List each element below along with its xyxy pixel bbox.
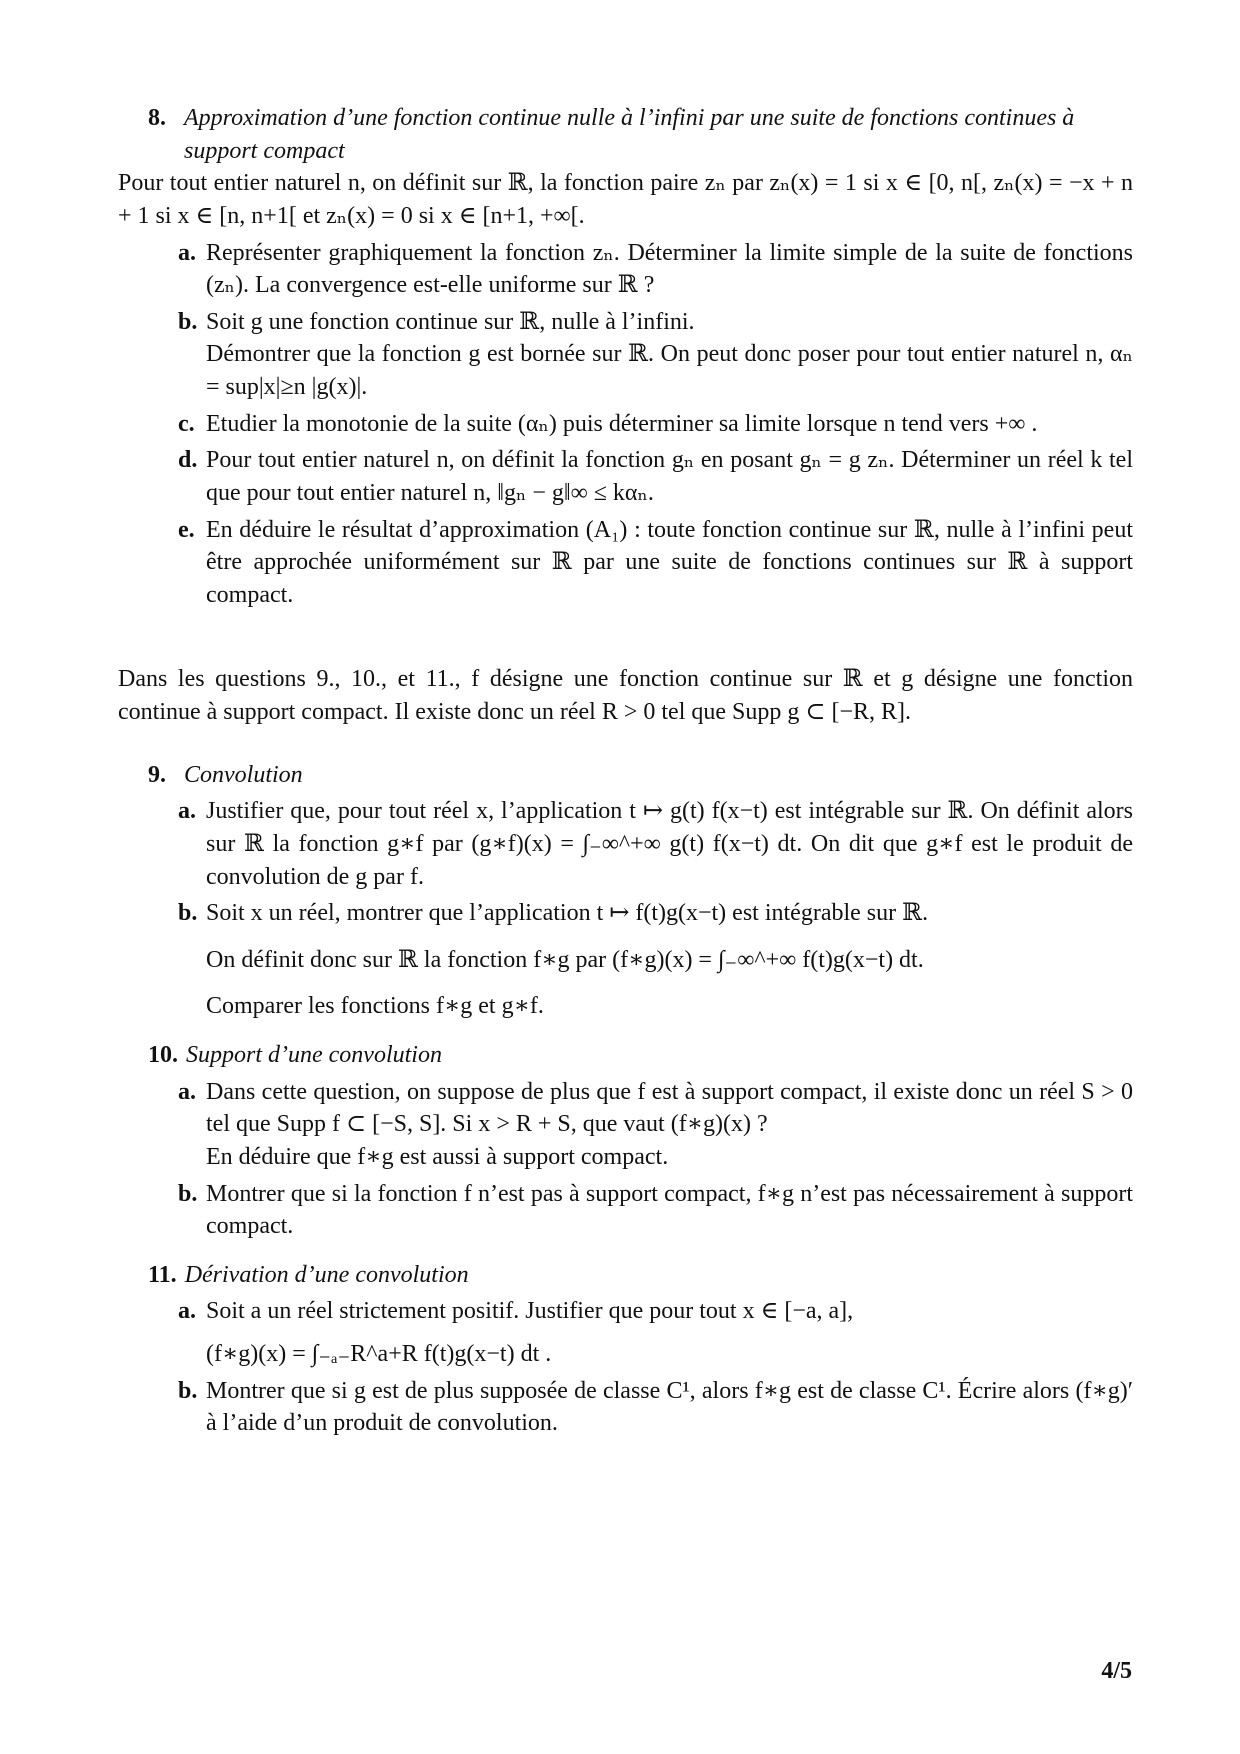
item-text: Montrer que si la fonction f n’est pas à support compact, f∗g n’est pas nécessairement à support compact. [206, 1180, 1133, 1240]
question-8c [178, 408, 1133, 441]
question-11-number: 11. [148, 1261, 177, 1288]
item-label: e. [178, 516, 195, 543]
item-text: Justifier que, pour tout réel x, l’application t ↦ g(t) f(x−t) est intégrable sur ℝ. On définit alors sur ℝ la fonction g∗f par (g∗f)(x) = ∫₋∞^+∞ g(t) f(x−t) dt. On dit que g∗f est le produit de convolution de g par f. [206, 798, 1133, 890]
item-text: Soit a un réel strictement positif. Justifier que pour tout x ∈ [−a, a], [206, 1298, 854, 1325]
question-10-number: 10. [148, 1042, 178, 1068]
item-text: Soit g une fonction continue sur ℝ, nulle à l’infini. [206, 308, 695, 335]
question-10b [178, 1178, 1133, 1243]
item-label: b. [178, 308, 198, 335]
item-text: En déduire le résultat d’approximation (A₁) : toute fonction continue sur ℝ, nulle à l’infini peut être approchée uniformément sur ℝ par une suite de fonctions continues sur ℝ à support compact. [206, 516, 1133, 608]
transition-paragraph: Dans les questions 9., 10., et 11., f désigne une fonction continue sur ℝ et g désigne une fonction continue à support compact. Il existe donc un réel R > 0 tel que Supp g ⊂ [−R, R]. [118, 666, 1133, 725]
item-text-group [206, 306, 1133, 404]
item-label: c. [178, 410, 195, 437]
item-text-group [206, 1295, 1133, 1370]
item-text: Montrer que si g est de plus supposée de classe C¹, alors f∗g est de classe C¹. Écrire alors (f∗g)′ à l’aide d’un produit de convolution. [206, 1377, 1133, 1437]
item-label: b. [178, 1180, 198, 1207]
question-8-number: 8. [148, 105, 166, 131]
item-text: Pour tout entier naturel n, on définit la fonction gₙ en posant gₙ = g zₙ. Déterminer un réel k tel que pour tout entier naturel n, ‖gₙ − g‖∞ ≤ kαₙ. [206, 447, 1133, 506]
item-text: Soit x un réel, montrer que l’application t ↦ f(t)g(x−t) est intégrable sur ℝ. [206, 900, 929, 927]
question-10 [118, 1039, 1133, 1243]
item-text: Etudier la monotonie de la suite (αₙ) puis déterminer sa limite lorsque n tend vers +∞ . [206, 410, 1038, 437]
item-label: a. [178, 798, 196, 825]
question-8 [118, 102, 1133, 611]
question-8-header [148, 102, 1133, 167]
question-11a [178, 1295, 1133, 1370]
question-8d [178, 444, 1133, 509]
question-11-title: Dérivation d’une convolution [184, 1261, 469, 1288]
question-10-header [148, 1039, 1133, 1072]
item-text-continued: Démontrer que la fonction g est bornée sur ℝ. On peut donc poser pour tout entier naturel n, αₙ = sup|x|≥n |g(x)|. [206, 341, 1133, 400]
item-text-group [206, 897, 1133, 1023]
question-9-header [148, 759, 1133, 792]
item-label: a. [178, 239, 196, 266]
item-text: Dans cette question, on suppose de plus que f est à support compact, il existe donc un réel S > 0 tel que Supp f ⊂ [−S, S]. Si x > R + S, que vaut (f∗g)(x) ? [206, 1078, 1133, 1138]
question-9b [178, 897, 1133, 1023]
question-9-number: 9. [148, 761, 166, 788]
question-10a [178, 1076, 1133, 1174]
item-text: Représenter graphiquement la fonction zₙ. Déterminer la limite simple de la suite de fonctions (zₙ). La convergence est-elle uniforme sur ℝ ? [206, 239, 1133, 299]
question-8b [178, 306, 1133, 404]
question-9 [118, 759, 1133, 1023]
question-8e [178, 514, 1133, 612]
question-11-header [148, 1259, 1133, 1292]
item-label: b. [178, 900, 198, 927]
question-9a [178, 795, 1133, 893]
item-text-group [206, 1076, 1133, 1174]
item-formula: (f∗g)(x) = ∫₋ₐ₋R^a+R f(t)g(x−t) dt . [206, 1341, 552, 1367]
item-text-continued-2: Comparer les fonctions f∗g et g∗f. [206, 993, 544, 1020]
item-text-continued: En déduire que f∗g est aussi à support compact. [206, 1143, 669, 1170]
question-8-intro: Pour tout entier naturel n, on définit sur ℝ, la fonction paire zₙ par zₙ(x) = 1 si x ∈ [0, n[, zₙ(x) = −x + n + 1 si x ∈ [n, n+1[ et zₙ(x) = 0 si x ∈ [n+1, +∞[. [118, 170, 1133, 229]
item-label: b. [178, 1377, 198, 1404]
item-label: a. [178, 1078, 196, 1105]
question-9-title: Convolution [184, 761, 303, 788]
page-number: 4/5 [1101, 1658, 1132, 1684]
question-8-title: Approximation d’une fonction continue nulle à l’infini par une suite de fonctions continues à support compact [184, 105, 1075, 164]
question-11b [178, 1375, 1133, 1440]
question-10-title: Support d’une convolution [186, 1042, 442, 1068]
question-11 [118, 1259, 1133, 1440]
item-label: d. [178, 447, 198, 474]
item-text-continued: On définit donc sur ℝ la fonction f∗g par (f∗g)(x) = ∫₋∞^+∞ f(t)g(x−t) dt. [206, 946, 924, 973]
item-label: a. [178, 1298, 196, 1325]
question-8a [178, 237, 1133, 302]
page-content [118, 102, 1133, 1440]
